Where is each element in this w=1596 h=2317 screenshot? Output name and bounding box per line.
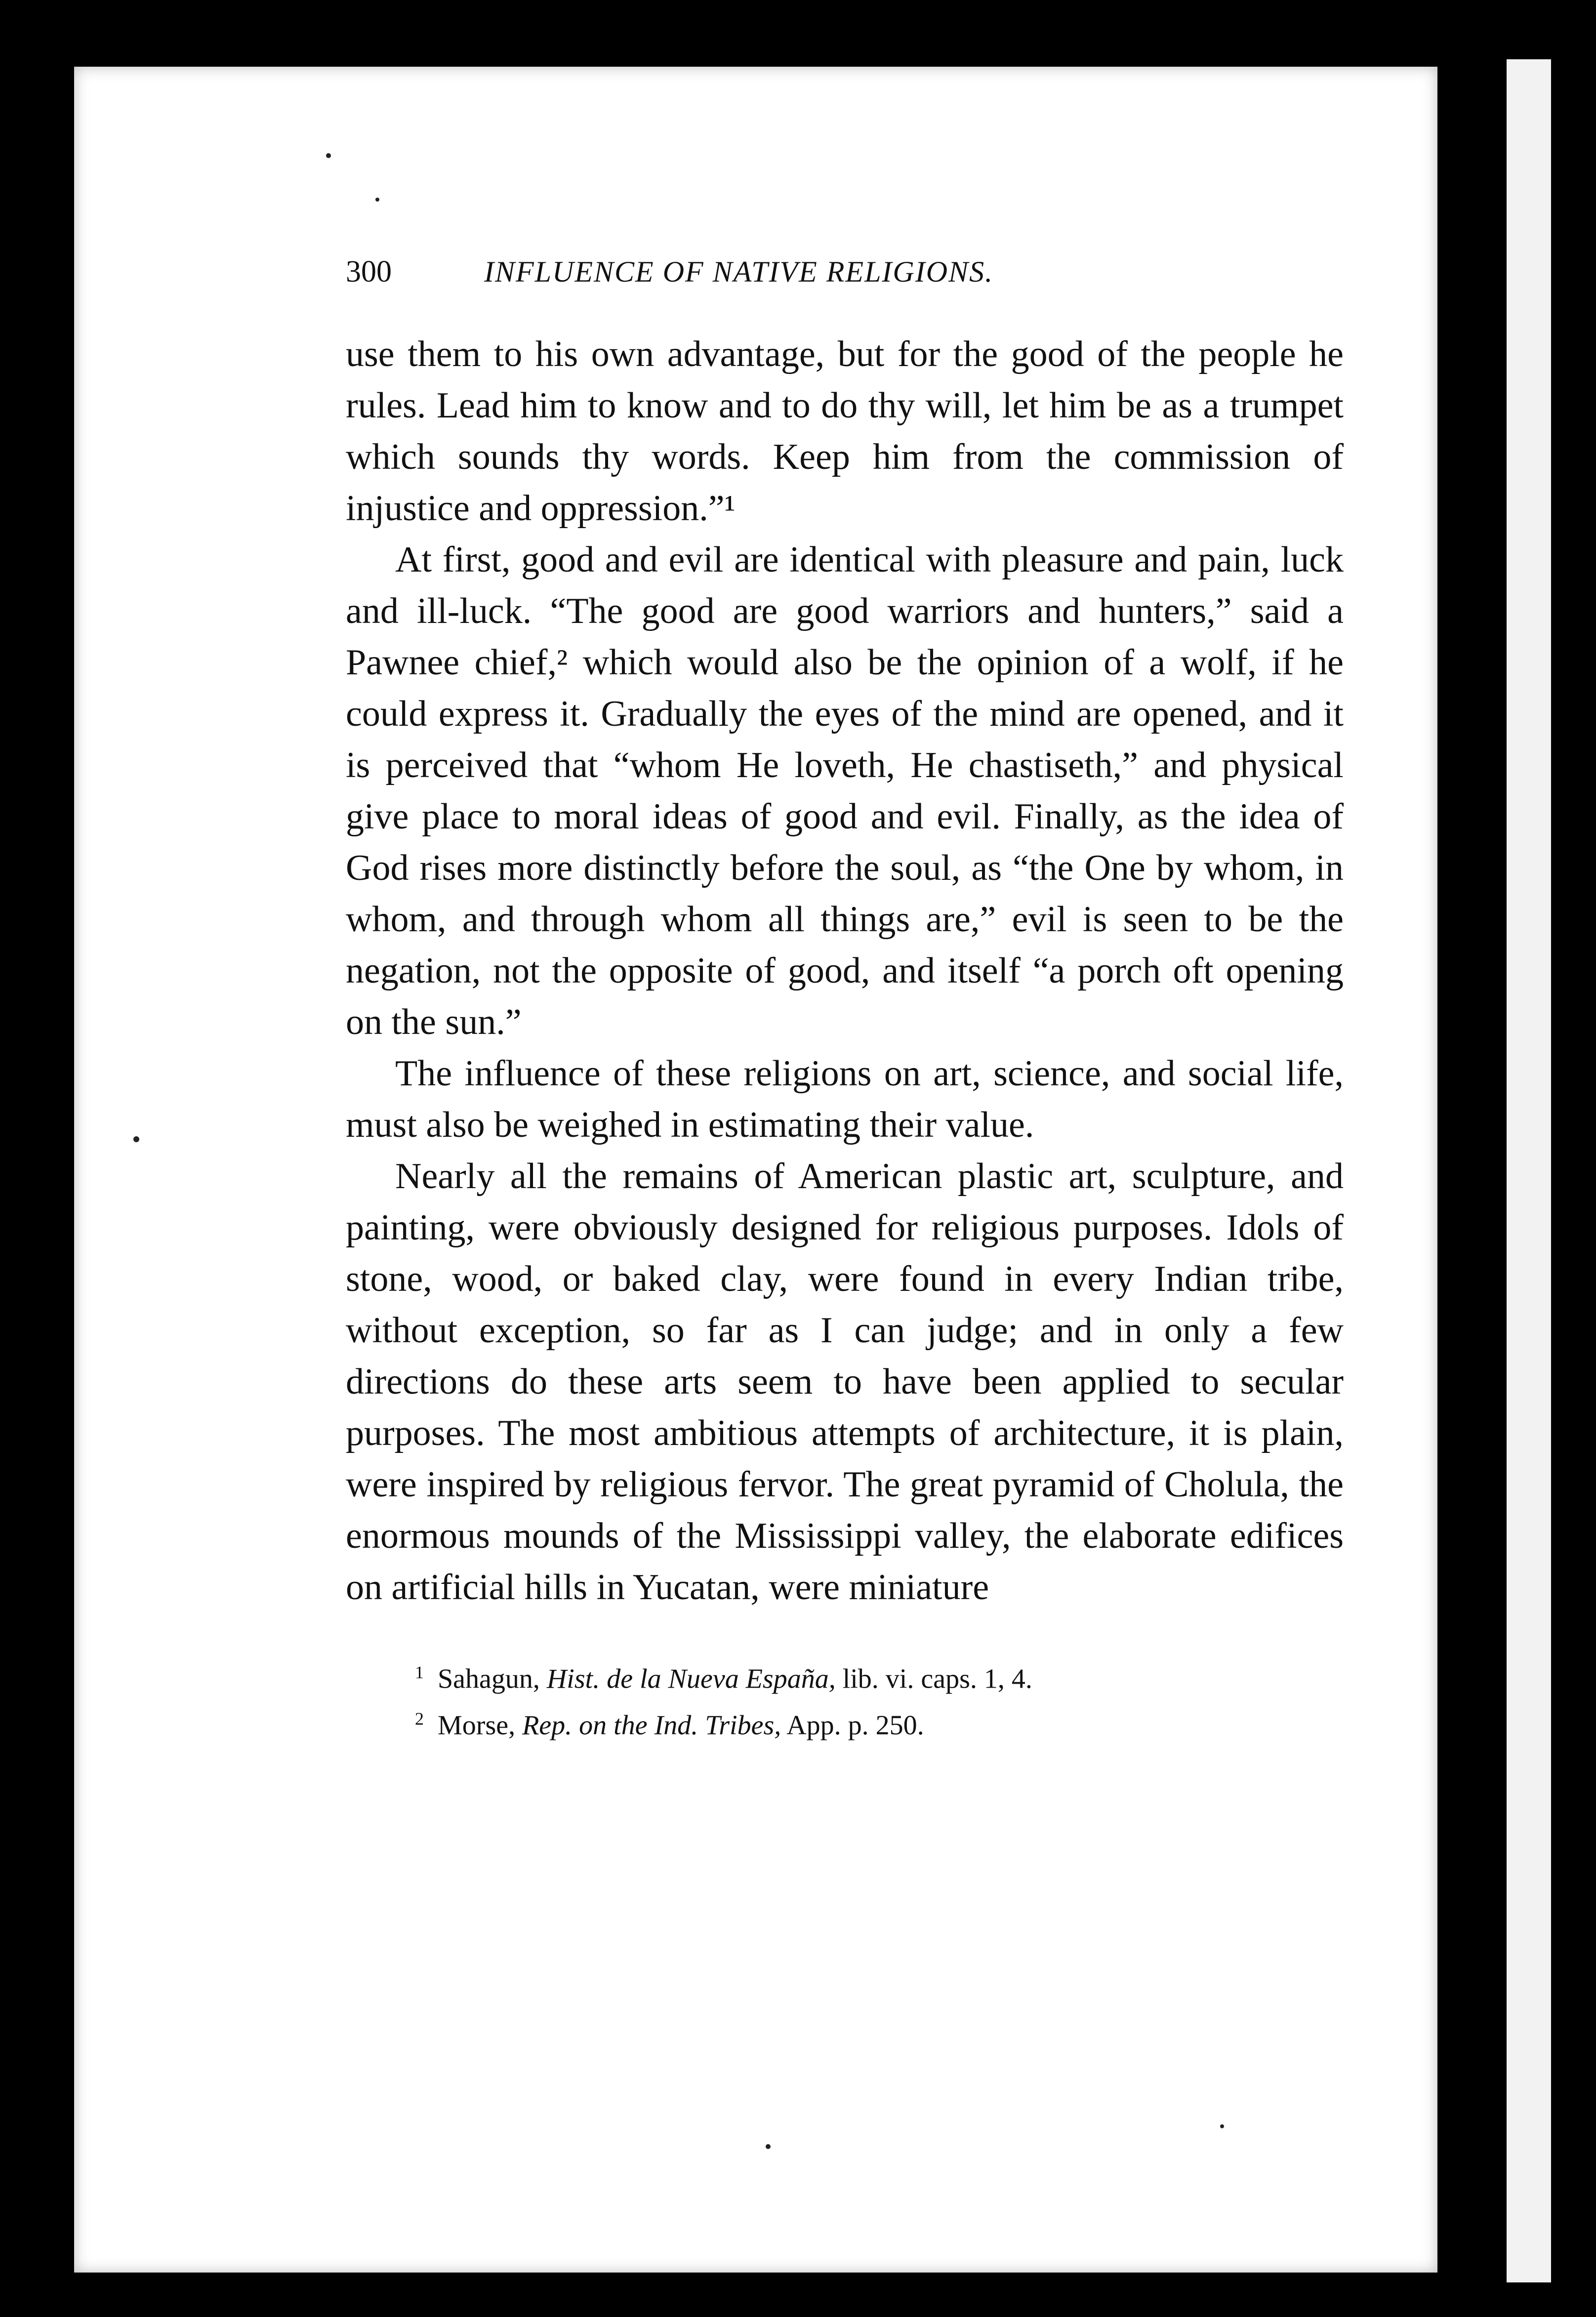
body-paragraph: use them to his own advantage, but for the good of the people he rules. Lead him to know and to do thy will, let him be as a trumpet which sounds thy words. Keep him from the commission of injustice and oppression.”¹	[346, 334, 1344, 529]
running-head	[346, 254, 1344, 314]
footnote-marker: 1	[415, 1662, 424, 1682]
page-number: 300	[346, 255, 392, 289]
running-title: INFLUENCE OF NATIVE RELIGIONS.	[484, 255, 994, 288]
body-paragraph: The influence of these religions on art, science, and social life, must also be weighed in estimating their value.	[346, 1053, 1344, 1145]
footnote	[346, 1699, 1344, 1745]
footnote-reference: App. p. 250.	[786, 1710, 924, 1741]
footnotes	[346, 1653, 1344, 1745]
footnote	[346, 1653, 1344, 1699]
footnote-reference: lib. vi. caps. 1, 4.	[842, 1663, 1032, 1695]
footnote-author: Sahagun,	[438, 1663, 540, 1695]
adjacent-page-edge	[1507, 59, 1551, 2282]
footnote-work-title: Hist. de la Nueva España,	[546, 1663, 836, 1695]
print-speck	[133, 1136, 139, 1142]
print-speck	[326, 153, 331, 158]
body-paragraph: Nearly all the remains of American plastic art, sculpture, and painting, were obviously designed for religious purposes. Idols of stone, wood, or baked clay, were found in every Indian tribe, without exception, so far as I can judge; and in only a few directions do these arts seem to have been applied to secular purposes. The most ambitious attempts of architecture, it is plain, were inspired by religious fervor. The great pyramid of Cholula, the enormous mounds of the Mississippi valley, the elaborate edifices on artificial hills in Yucatan, were miniature	[346, 1156, 1344, 1608]
body-paragraph: At first, good and evil are identical with pleasure and pain, luck and ill-luck. “The good are good warriors and hunters,” said a Pawnee chief,² which would also be the opinion of a wolf, if he could express it. Gradually the eyes of the mind are opened, and it is perceived that “whom He loveth, He chastiseth,” and physical give place to moral ideas of good and evil. Finally, as the idea of God rises more distinctly before the soul, as “the One by whom, in whom, and through whom all things are,” evil is seen to be the negation, not the opposite of good, and itself “a porch oft opening on the sun.”	[346, 539, 1344, 1042]
footnote-author: Morse,	[438, 1710, 516, 1741]
page-content	[346, 254, 1344, 1745]
print-speck	[375, 198, 379, 202]
footnote-marker: 2	[415, 1708, 424, 1729]
footnote-work-title: Rep. on the Ind. Tribes,	[522, 1710, 781, 1741]
print-speck	[766, 2144, 771, 2149]
print-speck	[1220, 2124, 1224, 2128]
